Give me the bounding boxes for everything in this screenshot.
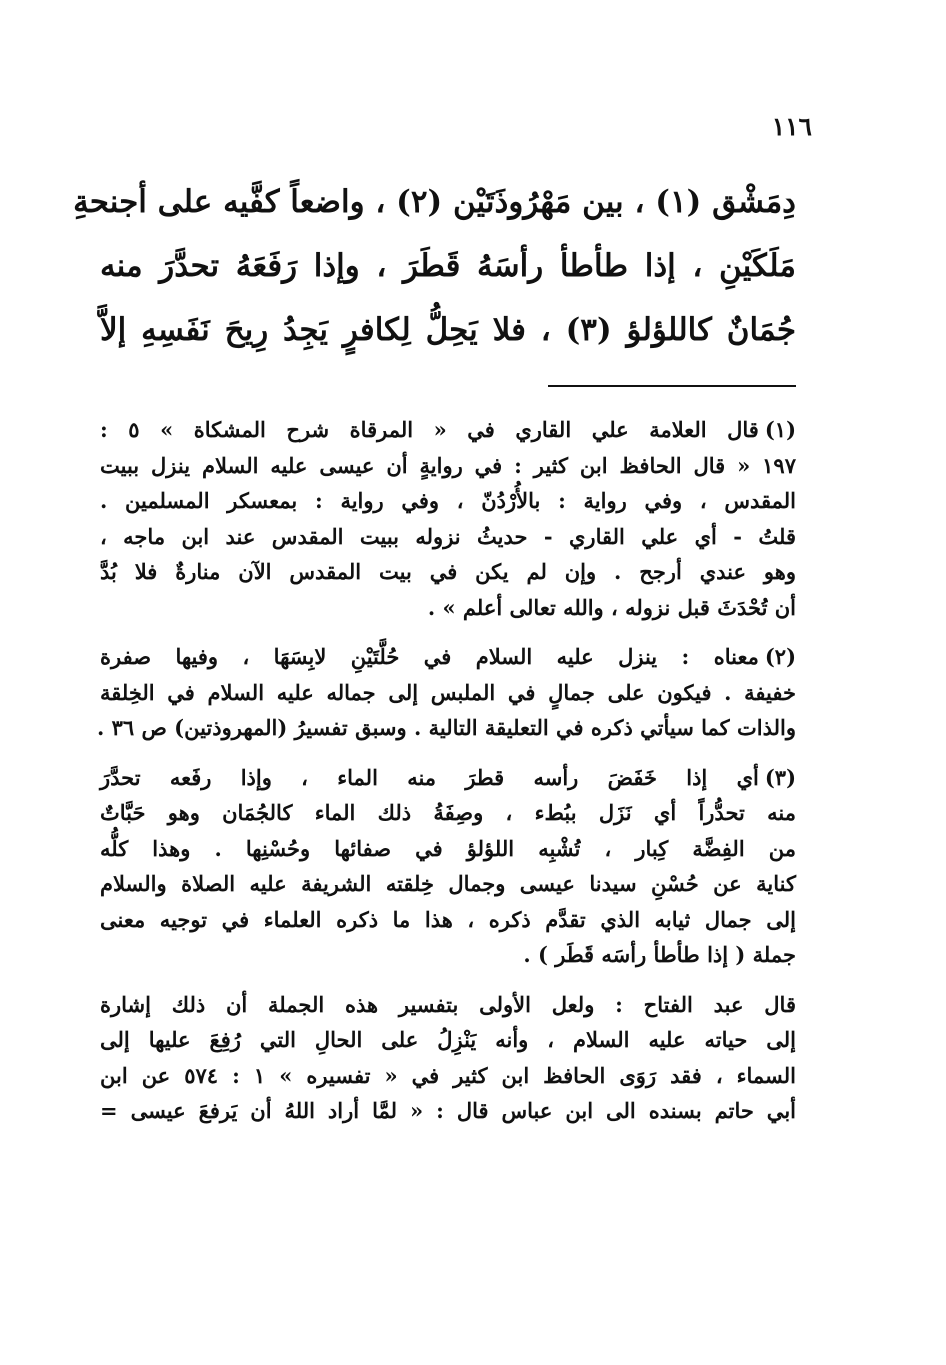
footnote-line: قال عبد الفتاح : ولعل الأولى بتفسير هذه الجملة أن ذلك إشارة xyxy=(100,991,796,1017)
footnote-3 xyxy=(100,760,796,973)
footnote-line: كناية عن حُسْنِ سيدنا عيسى وجمال خِلقته الشريفة عليه الصلاة والسلام xyxy=(100,871,796,896)
footnote-line-first xyxy=(100,639,796,675)
footnotes-section xyxy=(96,412,796,1143)
footnote-number: (٢) xyxy=(764,644,796,669)
main-text-line: جُمَانٌ كاللؤلؤ (٣) ، فلا يَحِلُّ لِكافرٍ يَجِدُ رِيحَ نَفَسِهِ إلاَّ xyxy=(100,312,796,348)
footnote-line: من الفِضَّة كِبار ، تُشْبِه اللؤلؤ في صفائها وحُسْنِها . وهذا كلُّه xyxy=(100,835,796,861)
footnote-1 xyxy=(100,412,796,625)
main-text-line: دِمَشْق (١) ، بين مَهْرُوذَتَيْن (٢) ، واضعاً كفَّيه على أجنحةِ xyxy=(73,184,796,220)
footnote-line: خفيفة . فيكون على جمالٍ في الملبس إلى جماله عليه السلام في الخِلقة xyxy=(100,679,796,705)
footnote-line-first xyxy=(100,760,796,796)
footnote-number: (١) xyxy=(764,417,796,442)
footnote-line: منه تحدُّراً أي نَزَل ببُطء ، وصِفَةُ ذلك الماء كالجُمَان وهو حَبَّاتٌ xyxy=(100,800,796,825)
footnote-line: أبي حاتم بسنده الى ابن عباس قال : « لمَّا أراد اللهُ أن يَرفعَ عيسى = xyxy=(100,1098,796,1123)
footnote-line: وهو عندي أرجح . وإن لم يكن في بيت المقدس الآن منارةٌ فلا بُدَّ xyxy=(100,559,796,584)
footnote-line-first xyxy=(100,412,796,448)
footnote-2 xyxy=(96,639,796,746)
footnote-number: (٣) xyxy=(764,764,796,790)
main-text xyxy=(73,170,796,362)
main-text-line: مَلَكَيْنِ ، إذا طأطأ رأسَهُ قَطَرَ ، وإذا رَفَعَهُ تحدَّرَ منه xyxy=(100,248,796,284)
footnote-line: المقدس ، وفي رواية : بالأُرْدُنّ ، وفي رواية : بمعسكر المسلمين . xyxy=(100,488,796,513)
footnote-line: أن تُحْدَثَ قبل نزوله ، والله تعالى أعلم » . xyxy=(427,594,796,620)
page-number: ١١٦ xyxy=(771,112,812,141)
footnote-line: ١٩٧ « قال الحافظ ابن كثير : في روايةٍ أن عيسى عليه السلام ينزل ببيت xyxy=(100,452,796,478)
footnote-line: جملة ( إذا طأطأ رأسَه قَطَر ) . xyxy=(523,942,796,967)
footnote-text: أي إذا خَفَضَ رأسه قطرَ منه الماء ، وإذا رفَعه تحدَّرَ xyxy=(100,764,759,790)
footnote-line: السماء ، فقد رَوَى الحافظ ابن كثير في « تفسيره » ١ : ٥٧٤ عن ابن xyxy=(100,1062,796,1088)
footnote-text: قال العلامة علي القاري في « المرقاة شرح المشكاة » ٥ : xyxy=(100,417,759,442)
footnote-line: قلتُ - أي علي القاري - حديثُ نزوله ببيت المقدس عند ابن ماجه ، xyxy=(100,523,796,549)
footnote-line: إلى جمال ثيابه الذي تقدَّم ذكره ، هذا ما ذكره العلماء في توجيه معنى xyxy=(100,906,796,932)
footnote-divider xyxy=(548,385,796,387)
footnote-line: والذات كما سيأتي ذكره في التعليقة التالية . وسبق تفسيرُ (المهروذتين) ص ٣٦ . xyxy=(96,715,796,740)
footnote-line: إلى حياته عليه السلام ، وأنه يَنْزِلُ على الحالِ التي رُفِعَ عليها إلى xyxy=(100,1027,796,1052)
footnote-text: معناه : ينزل عليه السلام في حُلَّتَيْنِ لابِسَهَا ، وفيها صفرة xyxy=(100,644,759,669)
editor-note xyxy=(100,987,796,1129)
